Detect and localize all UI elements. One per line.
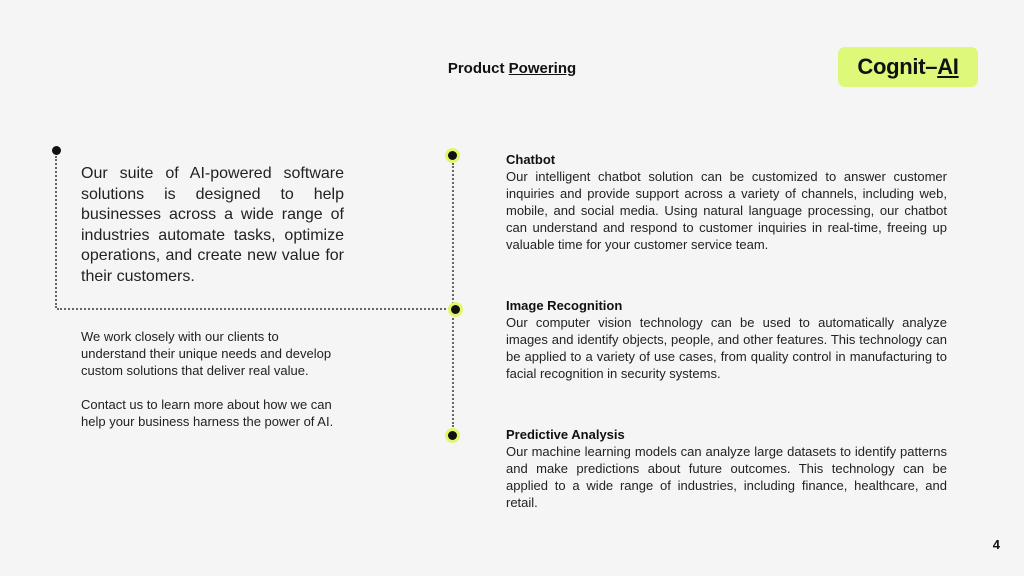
details-paragraph-2: Contact us to learn more about how we can help your business harness the power of AI. [81,397,334,429]
horizontal-connector [57,308,450,310]
timeline-dot-image-recognition [451,305,460,314]
feature-title: Chatbot [506,152,556,167]
timeline-vertical-connector [452,163,454,427]
title-prefix: Product [447,60,505,77]
details-block [81,328,346,447]
intro-text: Our suite of AI-powered software solutions is designed to help businesses across a wide range of industries automate tasks, optimize operations, and create new value for their customers. [81,165,344,285]
details-paragraph-1: We work closely with our clients to understand their unique needs and develop custom solutions that deliver real value. [81,329,332,378]
title-underlined: Powering [508,60,577,77]
brand-logo [838,47,978,87]
feature-title: Image Recognition [506,298,623,313]
feature-body: Our intelligent chatbot solution can be customized to answer customer inquiries and provide support across a variety of channels, including web, mobile, and social media. Using natural language processing, our chatbot can understand and respond to customer inquiries in real-time, freeing up valuable time for your customer service team. [506,169,947,252]
left-top-dot [52,146,61,155]
page-number: 4 [992,537,1000,552]
timeline-dot-chatbot [448,151,457,160]
feature-body: Our machine learning models can analyze large datasets to identify patterns and make predictions about future outcomes. This technology can be applied to a wide range of industries, including finance, healthcare, and retail. [506,444,947,510]
feature-predictive-analysis [506,426,947,511]
feature-image-recognition [506,297,947,382]
feature-body: Our computer vision technology can be used to automatically analyze images and identify objects, people, and other features. This technology can be applied to a variety of use cases, from quality control in manufacturing to facial recognition in security systems. [506,315,947,381]
logo-ai: AI [937,54,959,79]
left-vertical-connector [55,156,57,308]
feature-chatbot [506,151,947,253]
logo-name: Cognit– [857,54,938,79]
feature-title: Predictive Analysis [506,427,625,442]
timeline-dot-predictive-analysis [448,431,457,440]
